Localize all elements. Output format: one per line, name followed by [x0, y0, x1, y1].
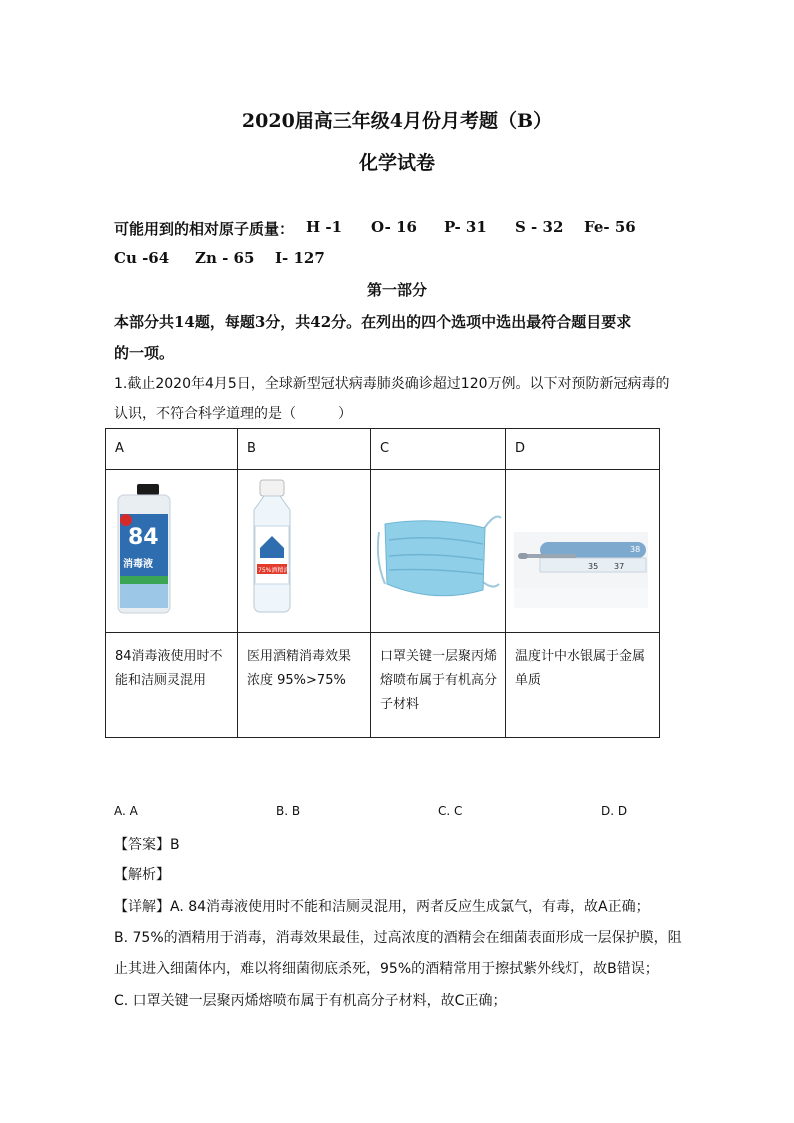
alcohol-bottle-icon — [238, 470, 370, 628]
section-intro-line1: 本部分共14题，每题3分，共42分。在列出的四个选项中选出最符合题目要求 — [114, 313, 632, 331]
svg-text:37: 37 — [614, 562, 625, 571]
option-header-d: D — [506, 429, 660, 470]
options-table — [105, 428, 660, 738]
choice-a[interactable]: A. A — [114, 804, 138, 818]
thermometer-icon — [506, 470, 659, 628]
choice-d[interactable]: D. D — [601, 804, 628, 818]
mass-cu: Cu -64 — [114, 249, 170, 267]
svg-text:35: 35 — [588, 562, 599, 571]
detail-line4: C. 口罩关键一层聚丙烯熔喷布属于有机高分子材料，故C正确； — [114, 993, 507, 1009]
exam-title: 2020届高三年级4月份月考题（B） — [241, 110, 553, 132]
answer-line — [114, 834, 180, 854]
option-image-c — [371, 470, 506, 633]
detail-line3: 止其进入细菌体内，难以将细菌彻底杀死，95%的酒精常用于擦拭紫外线灯，故B错误； — [114, 961, 659, 977]
answer-label: 【答案】 — [114, 837, 170, 853]
section-title: 第一部分 — [366, 281, 427, 299]
option-image-a — [106, 470, 238, 633]
answer-value: B — [170, 837, 180, 853]
mass-i: I- 127 — [275, 249, 325, 267]
mass-h: H -1 — [306, 218, 343, 236]
option-description-d: 温度计中水银属于金属单质 — [506, 633, 660, 738]
mass-fe: Fe- 56 — [584, 218, 636, 236]
disinfectant-84-bottle-icon — [106, 470, 237, 628]
question-stem-line1: 1.截止2020年4月5日，全球新型冠状病毒肺炎确诊超过120万例。以下对预防新冠病毒的 — [114, 376, 670, 392]
option-image-d — [506, 470, 660, 633]
option-header-a: A — [106, 429, 238, 470]
choice-c[interactable]: C. C — [438, 804, 463, 818]
analysis-label: 【解析】 — [114, 867, 170, 883]
option-header-b: B — [238, 429, 371, 470]
atomic-mass-label: 可能用到的相对原子质量： — [114, 220, 295, 238]
option-description-a: 84消毒液使用时不能和洁厕灵混用 — [106, 633, 238, 738]
section-intro-line2: 的一项。 — [114, 344, 175, 362]
svg-text:38: 38 — [630, 545, 641, 554]
mass-p: P- 31 — [444, 218, 487, 236]
option-description-b: 医用酒精消毒效果浓度 95%>75% — [238, 633, 371, 738]
face-mask-icon — [371, 470, 505, 628]
option-image-b — [238, 470, 371, 633]
option-header-c: C — [371, 429, 506, 470]
question-stem-line2: 认识，不符合科学道理的是（ ） — [114, 406, 352, 422]
svg-text:消毒液: 消毒液 — [123, 559, 153, 570]
detail-line1: 【详解】A. 84消毒液使用时不能和洁厕灵混用，两者反应生成氯气，有毒，故A正确； — [114, 899, 650, 915]
svg-text:75%酒精消毒液: 75%酒精消毒液 — [258, 567, 302, 574]
svg-text:84: 84 — [128, 525, 159, 550]
mass-o: O- 16 — [371, 218, 417, 236]
exam-subtitle: 化学试卷 — [358, 152, 435, 174]
mass-s: S - 32 — [515, 218, 564, 236]
mass-zn: Zn - 65 — [195, 249, 255, 267]
option-description-c: 口罩关键一层聚丙烯熔喷布属于有机高分子材料 — [371, 633, 506, 738]
choice-b[interactable]: B. B — [276, 804, 301, 818]
detail-line2: B. 75%的酒精用于消毒，消毒效果最佳，过高浓度的酒精会在细菌表面形成一层保护膜，阻 — [114, 930, 682, 946]
